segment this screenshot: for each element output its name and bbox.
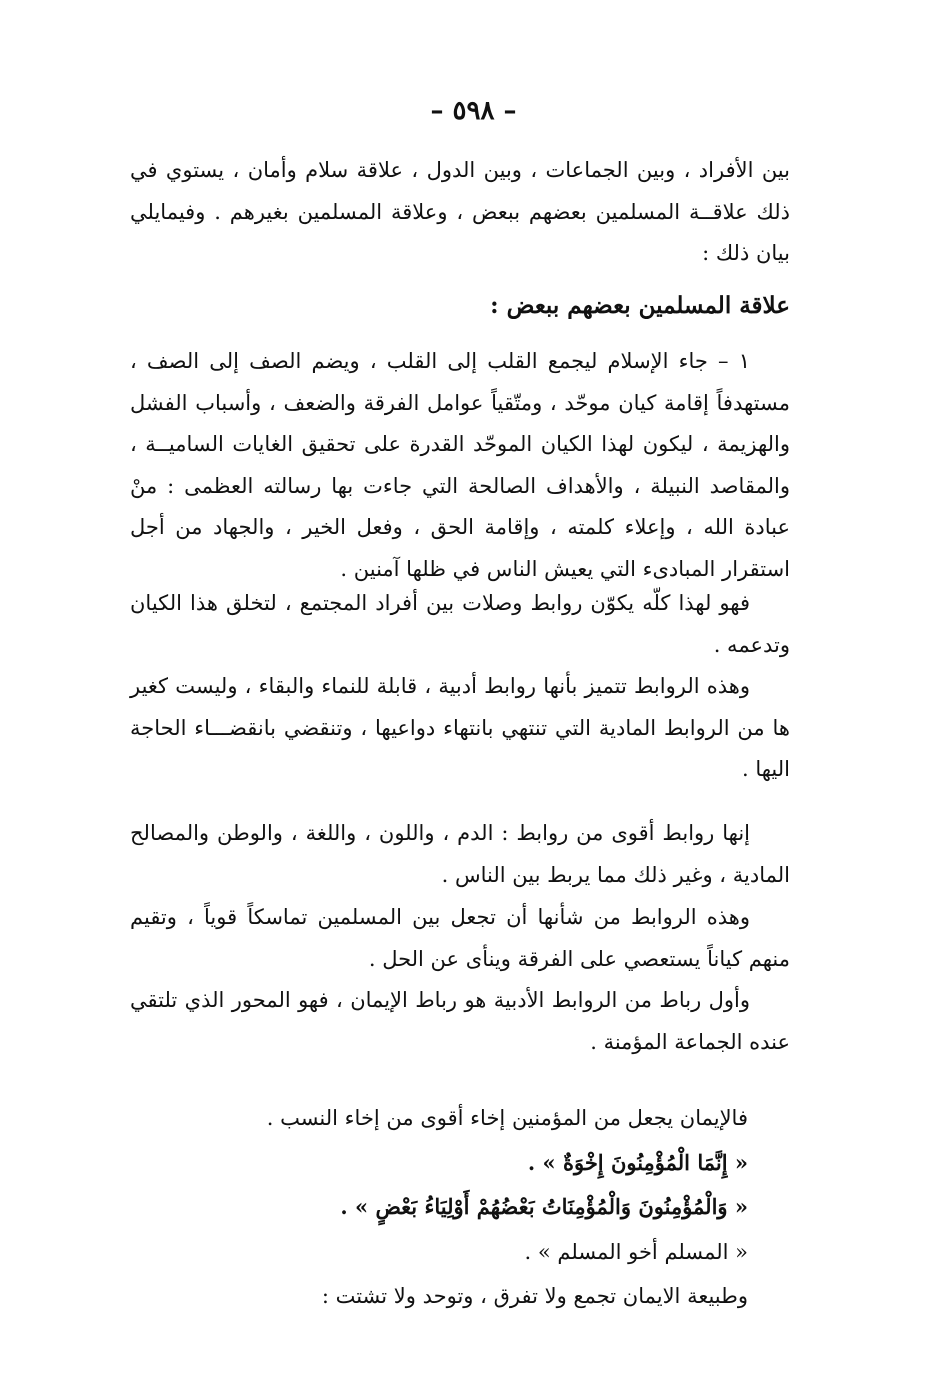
paragraph-text: إنها روابط أقوى من روابط : الدم ، واللون ، واللغة ، والوطن والمصالح المادية ، وغير ذلك مما يربط بين الناس . xyxy=(130,821,790,887)
paragraph-text: وأول رباط من الروابط الأدبية هو رباط الإيمان ، فهو المحور الذي تلتقي عنده الجماعة المؤمنة . xyxy=(130,988,790,1054)
paragraph-2 xyxy=(130,583,790,666)
hadith-quote: « المسلم أخو المسلم » . xyxy=(524,1239,748,1264)
paragraph-text: وهذه الروابط من شأنها أن تجعل بين المسلمين تماسكاً قوياً ، وتقيم منهم كياناً يستعصي على الفرقة وينأى عن الحل . xyxy=(130,905,790,971)
page-number: – ٥٩٨ – xyxy=(430,96,517,126)
quran-verse: « وَالْمُؤْمِنُونَ وَالْمُؤْمِنَاتُ بَعْضُهُمْ أَوْلِيَاءُ بَعْضٍ » . xyxy=(340,1194,748,1219)
paragraph-text: ١ – جاء الإسلام ليجمع القلب إلى القلب ، ويضم الصف إلى الصف ، مستهدفاً إقامة كيان موحّد ، ومتّقياً عوامل الفرقة والضعف ، وأسباب الفشل والهزيمة ، ليكون لهذا الكيان الموحّد القدرة على تحقيق الغايات الساميــة ، والمقاصد النبيلة ، والأهداف الصالحة التي جاءت بها رسالته العظمى : منْ عبادة الله ، وإعلاء كلمته ، وإقامة الحق ، وفعل الخير ، والجهاد من أجل استقرار المبادىء التي يعيش الناس في ظلها آمنين . xyxy=(130,349,790,581)
intro-text: بين الأفراد ، وبين الجماعات ، وبين الدول ، علاقة سلام وأمان ، يستوي في ذلك علاقــة المسلمين بعضهم ببعض ، وعلاقة المسلمين بغيرهم . وفيمايلي بيان ذلك : xyxy=(130,158,790,265)
paragraph-1 xyxy=(130,341,790,590)
paragraph-3 xyxy=(130,666,790,791)
paragraph-6 xyxy=(130,980,790,1063)
quote-line: فالإيمان يجعل من المؤمنين إخاء أقوى من إخاء النسب . xyxy=(266,1106,748,1130)
paragraph-text: فهو لهذا كلّه يكوّن روابط وصلات بين أفراد المجتمع ، لتخلق هذا الكيان وتدعمه . xyxy=(130,591,790,657)
paragraph-4 xyxy=(130,813,790,896)
quote-line: وطبيعة الايمان تجمع ولا تفرق ، وتوحد ولا تشتت : xyxy=(321,1284,748,1308)
quotes-block xyxy=(200,1096,748,1319)
section-heading: علاقة المسلمين بعضهم ببعض : xyxy=(490,292,790,319)
quran-verse: « إِنَّمَا الْمُؤْمِنُونَ إِخْوَةٌ » . xyxy=(527,1149,748,1175)
paragraph-5 xyxy=(130,897,790,980)
intro-paragraph xyxy=(130,150,790,275)
paragraph-text: وهذه الروابط تتميز بأنها روابط أدبية ، قابلة للنماء والبقاء ، وليست كغير ها من الروابط المادية التي تنتهي بانتهاء دواعيها ، وتنقضي بانقضـــاء الحاجة اليها . xyxy=(130,674,790,781)
